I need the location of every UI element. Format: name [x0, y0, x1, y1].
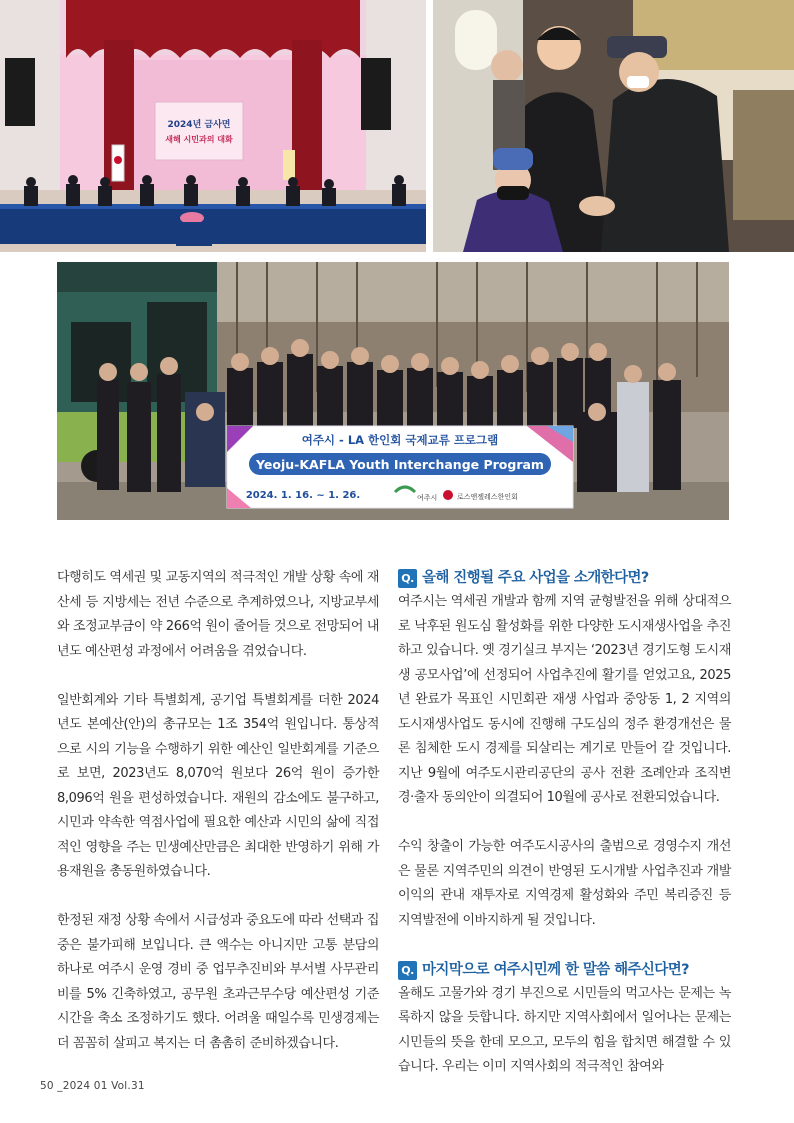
town-hall-illustration — [0, 0, 426, 252]
question-2-heading — [398, 958, 731, 983]
market-illustration — [433, 0, 794, 252]
market-greeting-photo — [433, 0, 794, 252]
left-paragraph-2: 일반회계와 기타 특별회계, 공기업 특별회계를 더한 2024년도 본예산(안)의 총규모는 1조 354억 원입니다. 통상적으로 시의 기능을 수행하기 위한 예산인 일반회계를 기준으로 보면, 2023년도 8,070억 원보다 26억 원이 증가한 8,096억 원을 편성하였습니다. 재원의 감소에도 불구하고, 시민과 약속한 역점사업에 필요한 예산과 시민의 삶에 직접적인 영향을 주는 민생예산만큼은 최대한 반영하기 위해 가용재원을 총동원하였습니다. — [57, 692, 379, 879]
left-paragraph-1: 다행히도 역세권 및 교동지역의 적극적인 개발 상황 속에 재산세 등 지방세는 전년 수준으로 추계하였으나, 지방교부세와 조정교부금이 약 266억 원이 줄어들 것으로 전망되어 내년도 예산편성 과정에서 어려움을 겪었습니다. — [57, 570, 379, 659]
answer-1-paragraph-1: 여주시는 역세권 개발과 함께 지역 균형발전을 위해 상대적으로 낙후된 원도심 활성화를 위한 다양한 도시재생사업을 추진하고 있습니다. 옛 경기실크 부지는 ‘2023년 경기도형 도시재생 공모사업’에 선정되어 사업추진에 활기를 얻었고요, 2025년 완료가 목표인 시민회관 재생 사업과 중앙동 1, 2 지역의 도시재생사업도 동시에 진행해 구도심의 정주 환경개선은 물론 침체한 도시 경제를 되살리는 계기로 만들어 갈 것입니다. 지난 9월에 여주도시관리공단의 공사 전환 조례안과 조직변경·출자 동의안이 의결되어 10월에 공사로 전환되었습니다. — [398, 594, 731, 805]
answer-1-paragraph-2: 수익 창출이 가능한 여주도시공사의 출범으로 경영수지 개선은 물론 지역주민의 의견이 반영된 도시개발 사업추진과 개발 이익의 관내 재투자로 지역경제 활성화와 주민 복리증진 등 지역발전에 이바지하게 될 것입니다. — [398, 839, 731, 928]
page-footer: 50 _2024 01 Vol.31 — [40, 1080, 145, 1092]
question-1-title: 올해 진행될 주요 사업을 소개한다면? — [422, 570, 649, 587]
question-1-heading — [398, 566, 731, 591]
banner-line-2: 새해 시민과의 대화 — [165, 135, 233, 144]
group-illustration — [57, 262, 729, 520]
question-badge: Q. — [398, 569, 417, 588]
banner-line-1: 2024년 금사면 — [167, 120, 231, 130]
answer-2-paragraph: 올해도 고물가와 경기 부진으로 시민들의 먹고사는 문제는 녹록하지 않을 듯합니다. 하지만 지역사회에서 일어나는 문제는 시민들의 뜻을 한데 모으고, 모두의 힘을 합치면 해결할 수 있습니다. 우리는 이미 지역사회의 적극적인 참여와 — [398, 985, 731, 1074]
banner-date: 2024. 1. 16. ~ 1. 26. — [245, 490, 361, 501]
banner-title-ko: 여주시 - LA 한인회 국제교류 프로그램 — [301, 433, 499, 447]
town-hall-meeting-photo — [0, 0, 426, 252]
left-paragraph-3: 한정된 재정 상황 속에서 시급성과 중요도에 따라 선택과 집중은 불가피해 보입니다. 큰 액수는 아니지만 고통 분담의 하나로 여주시 운영 경비 중 업무추진비와 부서별 사무관리비를 5% 긴축하였고, 공무원 초과근무수당 예산편성 기준시간을 축소 조정하기도 했다. 어려울 때일수록 민생경제는 더 꼼꼼히 살피고 복지는 더 촘촘히 준비하겠습니다. — [57, 913, 379, 1051]
banner-title-en: Yeoju-KAFLA Youth Interchange Program — [256, 457, 544, 472]
question-2-title: 마지막으로 여주시민께 한 말씀 해주신다면? — [422, 961, 689, 978]
logo-yeoju: 여주시 — [417, 494, 438, 502]
logo-kafla: 로스앤젤레스한인회 — [457, 493, 518, 501]
left-text-column — [57, 566, 379, 1056]
question-badge: Q. — [398, 961, 417, 980]
right-text-column — [398, 566, 731, 1080]
youth-interchange-group-photo — [57, 262, 729, 520]
